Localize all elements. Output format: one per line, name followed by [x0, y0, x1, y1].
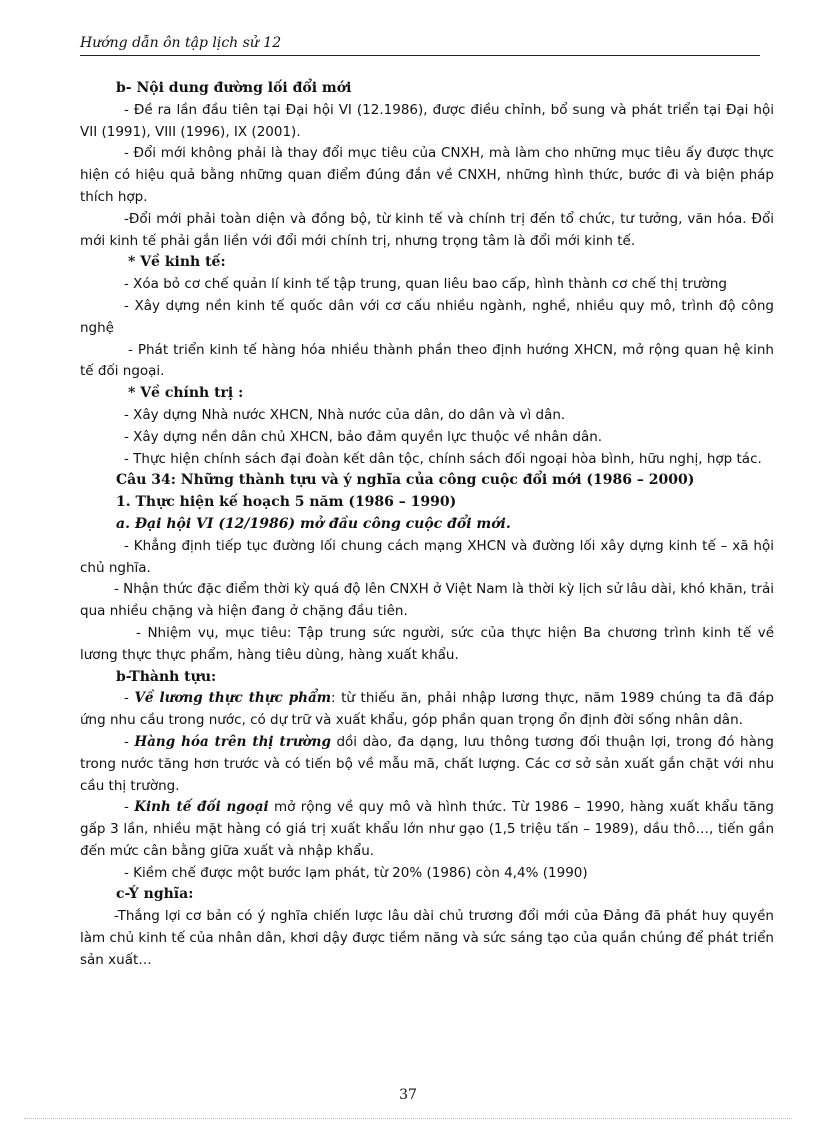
question-heading: Câu 34: Những thành tựu và ý nghĩa của công cuộc đổi mới (1986 – 2000) — [116, 472, 695, 489]
paragraph: - Kiềm chế được một bước lạm phát, từ 20% (1986) còn 4,4% (1990) — [124, 864, 588, 881]
lead-text: mở rộng về quy mô và hình thức. Từ 1986 – 1990, hàng xuất khẩu tăng gấp 3 lần, nhiều mặt hàng có giá trị xuất khẩu lớn như gạo (1,5 triệu tấn – 1989), dầu thô…, tiến gần đến mức cân bằng giữa xuất và nhập khẩu. — [80, 799, 774, 859]
lead-text: dồi dào, đa dạng, lưu thông tương đối thuận lợi, trong đó hàng trong nước tăng hơn trước và có tiến bộ về mẫu mã, chất lượng. Các cơ sở sản xuất gắn chặt với nhu cầu thị trường. — [80, 733, 774, 794]
congress-heading-text: a. Đại hội VI (12/1986) mở đầu công cuộc đổi mới. — [116, 515, 511, 532]
paragraph: - Khẳng định tiếp tục đường lối chung cách mạng XHCN và đường lối xây dựng kinh tế – xã hội chủ nghĩa. — [80, 537, 774, 576]
paragraph: - Kinh tế đối ngoại mở rộng về quy mô và hình thức. Từ 1986 – 1990, hàng xuất khẩu tăng gấp 3 lần, nhiều mặt hàng có giá trị xuất khẩu lớn như gạo (1,5 triệu tấn – 1989), dầu thô…, tiến gần đến mức cân bằng giữa xuất và nhập khẩu. — [80, 799, 774, 859]
footer-divider — [24, 1118, 792, 1119]
paragraph: -Đổi mới phải toàn diện và đồng bộ, từ kinh tế và chính trị đến tổ chức, tư tưởng, văn hóa. Đổi mới kinh tế phải gắn liền với đổi mới chính trị, nhưng trọng tâm là đổi mới kinh tế. — [80, 210, 774, 249]
paragraph: - Hàng hóa trên thị trường dồi dào, đa dạng, lưu thông tương đối thuận lợi, trong đó hàng trong nước tăng hơn trước và có tiến bộ về mẫu mã, chất lượng. Các cơ sở sản xuất gắn chặt với nhu cầu thị trường. — [80, 733, 774, 794]
subheading-economy: * Về kinh tế: — [128, 254, 226, 271]
paragraph: - Phát triển kinh tế hàng hóa nhiều thành phần theo định hướng XHCN, mở rộng quan hệ kinh tế đối ngoại. — [80, 341, 774, 380]
lead-text: : từ thiếu ăn, phải nhập lương thực, năm 1989 chúng ta đã đáp ứng nhu cầu trong nước, có dự trữ và xuất khẩu, góp phần quan trọng ổn định đời sống nhân dân. — [80, 690, 774, 729]
section-heading-plan: 1. Thực hiện kế hoạch 5 năm (1986 – 1990) — [116, 494, 457, 511]
paragraph: - Đề ra lần đầu tiên tại Đại hội VI (12.1986), được điều chỉnh, bổ sung và phát triển tại Đại hội VII (1991), VIII (1996), IX (2001). — [80, 101, 774, 140]
section-heading-content: b- Nội dung đường lối đổi mới — [116, 80, 352, 96]
paragraph: - Nhận thức đặc điểm thời kỳ quá độ lên CNXH ở Việt Nam là thời kỳ lịch sử lâu dài, khó khăn, trải qua nhiều chặng và hiện đang ở chặng đầu tiên. — [80, 581, 774, 620]
paragraph: - Nhiệm vụ, mục tiêu: Tập trung sức người, sức của thực hiện Ba chương trình kinh tế về lương thực thực phẩm, hàng tiêu dùng, hàng xuất khẩu. — [80, 624, 774, 663]
lead-term: Kinh tế đối ngoại — [134, 799, 269, 816]
section-heading-congress — [80, 514, 774, 536]
running-header: Hướng dẫn ôn tập lịch sử 12 — [80, 35, 760, 56]
subheading-politics: * Về chính trị : — [128, 385, 244, 402]
paragraph: - Về lương thực thực phẩm: từ thiếu ăn, phải nhập lương thực, năm 1989 chúng ta đã đáp ứng nhu cầu trong nước, có dự trữ và xuất khẩu, góp phần quan trọng ổn định đời sống nhân dân. — [80, 690, 774, 729]
lead-term: Hàng hóa trên thị trường — [134, 733, 331, 750]
section-heading-achievements: b-Thành tựu: — [116, 668, 217, 685]
paragraph: - Xóa bỏ cơ chế quản lí kinh tế tập trung, quan liêu bao cấp, hình thành cơ chế thị trường — [124, 276, 727, 293]
page-number: 37 — [399, 1087, 417, 1103]
paragraph: - Đổi mới không phải là thay đổi mục tiêu của CNXH, mà làm cho những mục tiêu ấy được thực hiện có hiệu quả bằng những quan điểm đúng đắn về CNXH, những hình thức, bước đi và biện pháp thích hợp. — [80, 145, 774, 205]
paragraph: - Xây dựng nền dân chủ XHCN, bảo đảm quyền lực thuộc về nhân dân. — [124, 428, 603, 445]
page-body — [80, 78, 774, 972]
paragraph: - Xây dựng Nhà nước XHCN, Nhà nước của dân, do dân và vì dân. — [124, 406, 566, 423]
section-heading-significance: c-Ý nghĩa: — [116, 886, 194, 903]
paragraph: - Thực hiện chính sách đại đoàn kết dân tộc, chính sách đối ngoại hòa bình, hữu nghị, hợp tác. — [124, 450, 762, 467]
lead-term: Về lương thực thực phẩm — [134, 690, 332, 707]
paragraph: -Thắng lợi cơ bản có ý nghĩa chiến lược lâu dài chủ trương đổi mới của Đảng đã phát huy quyền làm chủ kinh tế của nhân dân, khơi dậy được tiềm năng và sức sáng tạo của quần chúng để phát triển sản xuất… — [80, 908, 774, 968]
paragraph: - Xây dựng nền kinh tế quốc dân với cơ cấu nhiều ngành, nghề, nhiều quy mô, trình độ công nghệ — [80, 297, 774, 336]
